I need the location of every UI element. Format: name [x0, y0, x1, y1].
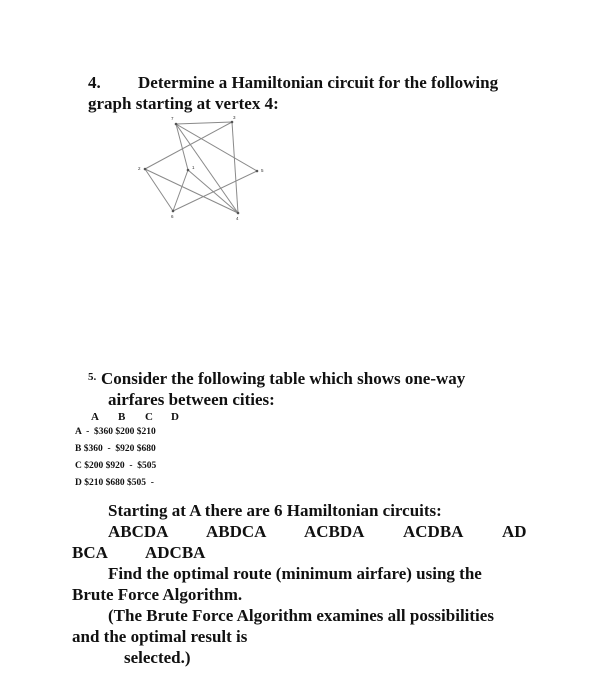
circuit-3: ACBDA [304, 522, 365, 541]
note-line-1: (The Brute Force Algorithm examines all possibilities [108, 606, 494, 625]
circuit-5-start: AD [502, 522, 527, 541]
table-header-c: C [145, 411, 153, 423]
question-5-number: 5. [88, 371, 97, 383]
vertex-label: 2 [138, 166, 141, 171]
graph-vertex [144, 168, 147, 171]
table-header-b: B [118, 411, 126, 423]
graph-edge [173, 171, 257, 211]
table-row: D $210 $680 $505 - [75, 478, 154, 488]
vertex-label: 7 [171, 116, 174, 121]
table-header-a: A [91, 411, 99, 423]
circuit-2: ABDCA [206, 522, 267, 541]
graph-edge [232, 122, 238, 213]
graph-edge [145, 169, 173, 211]
question-4-line-2: graph starting at vertex 4: [88, 94, 279, 113]
vertex-label: 1 [192, 165, 195, 170]
find-line-1: Find the optimal route (minimum airfare) using the [108, 564, 482, 583]
graph-vertex [237, 212, 240, 215]
graph-edge [188, 170, 238, 213]
table-row: C $200 $920 - $505 [75, 461, 157, 471]
circuit-4: ACDBA [403, 522, 464, 541]
table-row: B $360 - $920 $680 [75, 444, 156, 454]
circuits-intro: Starting at A there are 6 Hamiltonian circuits: [108, 501, 442, 520]
circuit-6: ADCBA [145, 543, 206, 562]
vertex-label: 3 [233, 115, 236, 120]
graph-edge [176, 122, 232, 124]
graph-edge [176, 124, 257, 171]
circuit-1: ABCDA [108, 522, 169, 541]
circuit-5-end: BCA [72, 543, 108, 562]
graph-vertex [187, 169, 190, 172]
graph-edge [173, 170, 188, 211]
graph-edge [176, 124, 238, 213]
graph-vertex [231, 121, 234, 124]
question-4-number: 4. [88, 73, 101, 92]
table-header-d: D [171, 411, 179, 423]
table-row: A - $360 $200 $210 [75, 427, 156, 437]
note-line-2: and the optimal result is [72, 627, 248, 646]
graph-edge [145, 169, 238, 213]
vertex-label: 6 [171, 214, 174, 219]
graph-edge [145, 122, 232, 169]
question-5-line-2: airfares between cities: [108, 390, 275, 409]
vertex-label: 5 [261, 168, 264, 173]
question-4-line-1: Determine a Hamiltonian circuit for the following [138, 73, 499, 92]
graph-vertex [256, 170, 259, 173]
vertex-label: 4 [236, 216, 239, 221]
graph-vertex [175, 123, 178, 126]
note-line-3: selected.) [124, 648, 191, 667]
question-5-line-1: Consider the following table which shows one-way [101, 369, 466, 388]
graph-edge [176, 124, 188, 170]
find-line-2: Brute Force Algorithm. [72, 585, 243, 604]
graph-vertex [172, 210, 175, 213]
